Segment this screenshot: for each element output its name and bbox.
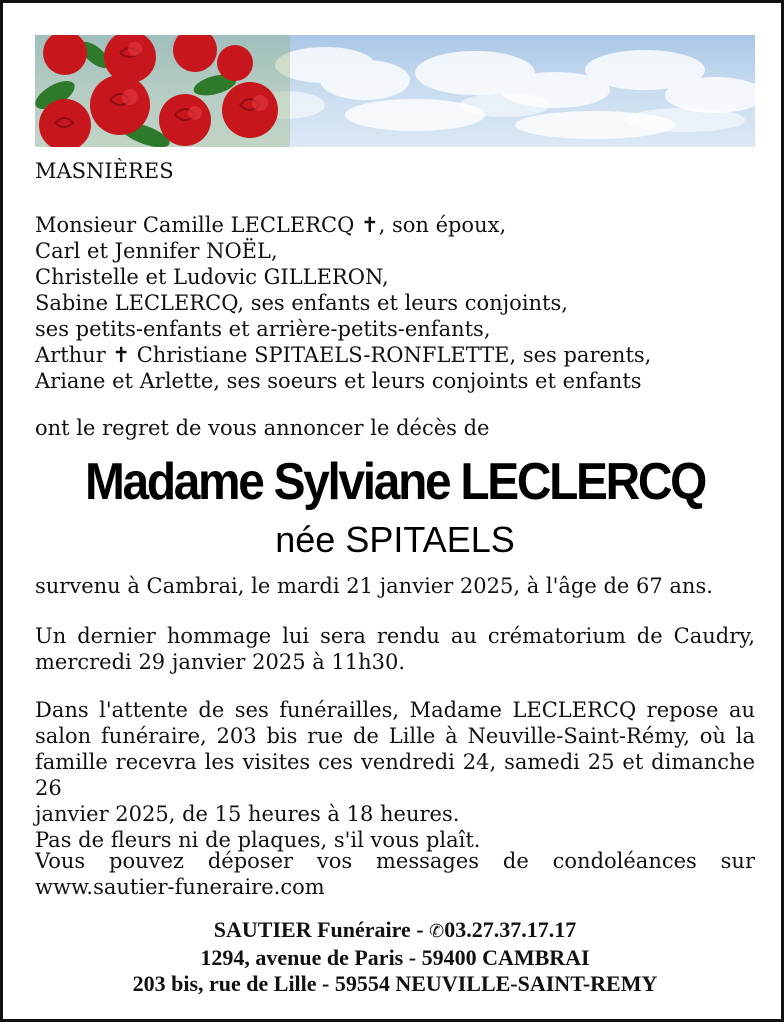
phone-number[interactable]: 03.27.37.17.17 bbox=[444, 917, 577, 942]
family-line-4: Sabine LECLERCQ, ses enfants et leurs conjoints, bbox=[35, 291, 568, 315]
company-name: SAUTIER Funéraire - bbox=[213, 917, 430, 942]
condolences-info bbox=[35, 848, 755, 900]
condolences-line-1: Vous pouvez déposer vos messages de condoléances sur bbox=[35, 849, 755, 873]
family-line-1-relation: , son époux, bbox=[378, 213, 507, 237]
footer-company-line bbox=[35, 917, 755, 945]
cross-icon: ✝ bbox=[360, 213, 379, 237]
announcement: ont le regret de vous annoncer le décès de bbox=[35, 416, 490, 440]
family-line-7: Ariane et Arlette, ses soeurs et leurs conjoints et enfants bbox=[35, 369, 642, 393]
visitation-line-2: salon funéraire, 203 bis rue de Lille à Neuville-Saint-Rémy, où la bbox=[35, 724, 755, 748]
family-line-5: ses petits-enfants et arrière-petits-enfants, bbox=[35, 317, 491, 341]
family-line-2: Carl et Jennifer NOËL, bbox=[35, 239, 278, 263]
family-line-6-relation: Christiane SPITAELS-RONFLETTE, ses parents, bbox=[130, 343, 652, 367]
visitation-line-5: Pas de fleurs ni de plaques, s'il vous plaît. bbox=[35, 828, 481, 852]
visitation-info bbox=[35, 697, 755, 853]
footer-address-1: 1294, avenue de Paris - 59400 CAMBRAI bbox=[200, 945, 590, 970]
funeral-home-footer bbox=[35, 917, 755, 997]
family-list bbox=[35, 212, 755, 394]
cross-icon: ✝ bbox=[112, 343, 131, 367]
phone-icon: ✆ bbox=[429, 921, 445, 942]
family-line-3: Christelle et Ludovic GILLERON, bbox=[35, 265, 389, 289]
maiden-name: née SPITAELS bbox=[275, 519, 515, 560]
family-line-6 bbox=[35, 342, 755, 368]
locality: MASNIÈRES bbox=[35, 159, 174, 183]
family-line-1-name: Monsieur Camille LECLERCQ bbox=[35, 213, 361, 237]
ceremony-info bbox=[35, 623, 755, 675]
family-line-1 bbox=[35, 212, 755, 238]
ceremony-line-1: Un dernier hommage lui sera rendu au crématorium de Caudry, bbox=[35, 624, 755, 648]
visitation-line-3: famille recevra les visites ces vendredi 24, samedi 25 et dimanche 26 bbox=[35, 750, 755, 800]
condolences-website[interactable]: www.sautier-funeraire.com bbox=[35, 875, 325, 899]
family-line-6-name: Arthur bbox=[35, 343, 113, 367]
visitation-line-1: Dans l'attente de ses funérailles, Madame LECLERCQ repose au bbox=[35, 698, 755, 722]
footer-address-2: 203 bis, rue de Lille - 59554 NEUVILLE-SAINT-REMY bbox=[132, 971, 658, 996]
deceased-name: Madame Sylviane LECLERCQ bbox=[84, 453, 706, 511]
visitation-line-4: janvier 2025, de 15 heures à 18 heures. bbox=[35, 802, 460, 826]
ceremony-line-2: mercredi 29 janvier 2025 à 11h30. bbox=[35, 650, 406, 674]
death-details: survenu à Cambrai, le mardi 21 janvier 2025, à l'âge de 67 ans. bbox=[35, 574, 713, 598]
banner-illustration bbox=[35, 35, 755, 147]
roses-sky-banner bbox=[35, 35, 755, 147]
